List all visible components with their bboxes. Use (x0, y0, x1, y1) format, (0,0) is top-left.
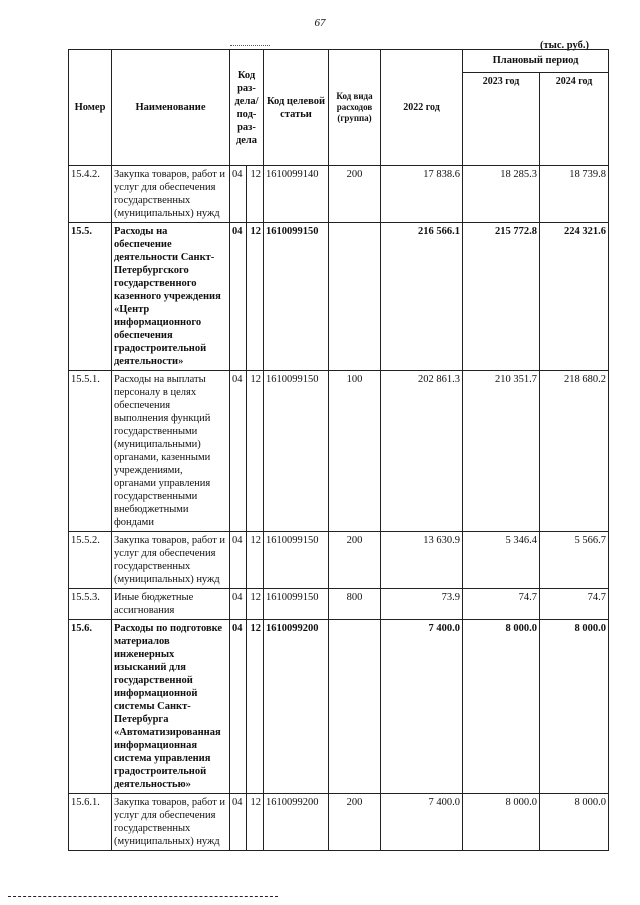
header-name: Наименование (112, 50, 230, 166)
row-amount-2022: 73.9 (381, 589, 463, 620)
row-number: 15.4.2. (69, 166, 112, 223)
row-amount-2023: 5 346.4 (463, 532, 540, 589)
budget-table-frame (68, 49, 608, 847)
header-expense-type-code: Код вида расходов (группа) (329, 50, 381, 166)
row-target-code: 1610099200 (264, 620, 329, 794)
row-amount-2023: 210 351.7 (463, 371, 540, 532)
row-number: 15.5. (69, 223, 112, 371)
row-subsection: 12 (247, 532, 264, 589)
row-amount-2024: 5 566.7 (540, 532, 609, 589)
row-target-code: 1610099150 (264, 223, 329, 371)
header-planned-period: Плановый период (463, 50, 609, 73)
row-amount-2024: 218 680.2 (540, 371, 609, 532)
row-expense-type: 100 (329, 371, 381, 532)
row-amount-2022: 13 630.9 (381, 532, 463, 589)
row-section: 04 (230, 589, 247, 620)
table-body (69, 166, 609, 851)
row-expense-type: 200 (329, 532, 381, 589)
row-number: 15.5.1. (69, 371, 112, 532)
row-amount-2024: 8 000.0 (540, 794, 609, 851)
row-name: Закупка товаров, работ и услуг для обеспечения государственных (муниципальных) нужд (112, 166, 230, 223)
row-number: 15.6.1. (69, 794, 112, 851)
table-row (69, 532, 609, 589)
row-amount-2023: 215 772.8 (463, 223, 540, 371)
header-year-2022: 2022 год (381, 50, 463, 166)
row-name: Закупка товаров, работ и услуг для обеспечения государственных (муниципальных) нужд (112, 532, 230, 589)
table-row (69, 620, 609, 794)
table-row (69, 166, 609, 223)
row-amount-2022: 7 400.0 (381, 620, 463, 794)
row-amount-2024: 224 321.6 (540, 223, 609, 371)
row-amount-2022: 17 838.6 (381, 166, 463, 223)
table-row (69, 794, 609, 851)
header-number: Номер (69, 50, 112, 166)
table-row (69, 371, 609, 532)
row-section: 04 (230, 532, 247, 589)
row-name: Расходы на выплаты персоналу в целях обеспечения выполнения функций государственными (муниципальными) органами, казенными учреждениями, органами управления государственными внебюджетными фондами (112, 371, 230, 532)
row-subsection: 12 (247, 371, 264, 532)
row-amount-2023: 74.7 (463, 589, 540, 620)
row-expense-type: 800 (329, 589, 381, 620)
header-year-2024: 2024 год (540, 72, 609, 165)
table-header (69, 50, 609, 166)
header-target-code: Код целевой статьи (264, 50, 329, 166)
row-amount-2022: 216 566.1 (381, 223, 463, 371)
row-amount-2022: 202 861.3 (381, 371, 463, 532)
row-section: 04 (230, 223, 247, 371)
header-section-code: Код раз-дела/ под-раз-дела (230, 50, 264, 166)
budget-table (68, 49, 609, 851)
header-year-2023: 2023 год (463, 72, 540, 165)
row-name: Иные бюджетные ассигнования (112, 589, 230, 620)
row-amount-2024: 74.7 (540, 589, 609, 620)
row-target-code: 1610099200 (264, 794, 329, 851)
row-number: 15.6. (69, 620, 112, 794)
row-section: 04 (230, 371, 247, 532)
row-expense-type: 200 (329, 166, 381, 223)
row-subsection: 12 (247, 589, 264, 620)
row-expense-type: 200 (329, 794, 381, 851)
row-section: 04 (230, 620, 247, 794)
row-amount-2023: 18 285.3 (463, 166, 540, 223)
row-name: Расходы на обеспечение деятельности Санкт-Петербургского государственного казенного учреждения «Центр информационного обеспечения градостроительной деятельности» (112, 223, 230, 371)
row-target-code: 1610099140 (264, 166, 329, 223)
row-number: 15.5.3. (69, 589, 112, 620)
table-row (69, 223, 609, 371)
row-amount-2023: 8 000.0 (463, 794, 540, 851)
row-subsection: 12 (247, 166, 264, 223)
units-label: (тыс. руб.) (540, 40, 589, 51)
row-target-code: 1610099150 (264, 371, 329, 532)
row-amount-2024: 18 739.8 (540, 166, 609, 223)
row-amount-2022: 7 400.0 (381, 794, 463, 851)
row-number: 15.5.2. (69, 532, 112, 589)
row-target-code: 1610099150 (264, 589, 329, 620)
row-subsection: 12 (247, 620, 264, 794)
row-amount-2023: 8 000.0 (463, 620, 540, 794)
row-amount-2024: 8 000.0 (540, 620, 609, 794)
row-expense-type (329, 223, 381, 371)
bottom-rule (8, 896, 278, 898)
row-name: Расходы по подготовке материалов инженерных изысканий для государственной информационной системы Санкт-Петербурга «Автоматизированная информационная система управления градостроительной деятельностью» (112, 620, 230, 794)
row-name: Закупка товаров, работ и услуг для обеспечения государственных (муниципальных) нужд (112, 794, 230, 851)
row-subsection: 12 (247, 794, 264, 851)
page-number: 67 (314, 17, 326, 29)
table-row (69, 589, 609, 620)
row-section: 04 (230, 166, 247, 223)
row-expense-type (329, 620, 381, 794)
scan-artifact-dash (230, 45, 270, 47)
row-target-code: 1610099150 (264, 532, 329, 589)
row-section: 04 (230, 794, 247, 851)
row-subsection: 12 (247, 223, 264, 371)
